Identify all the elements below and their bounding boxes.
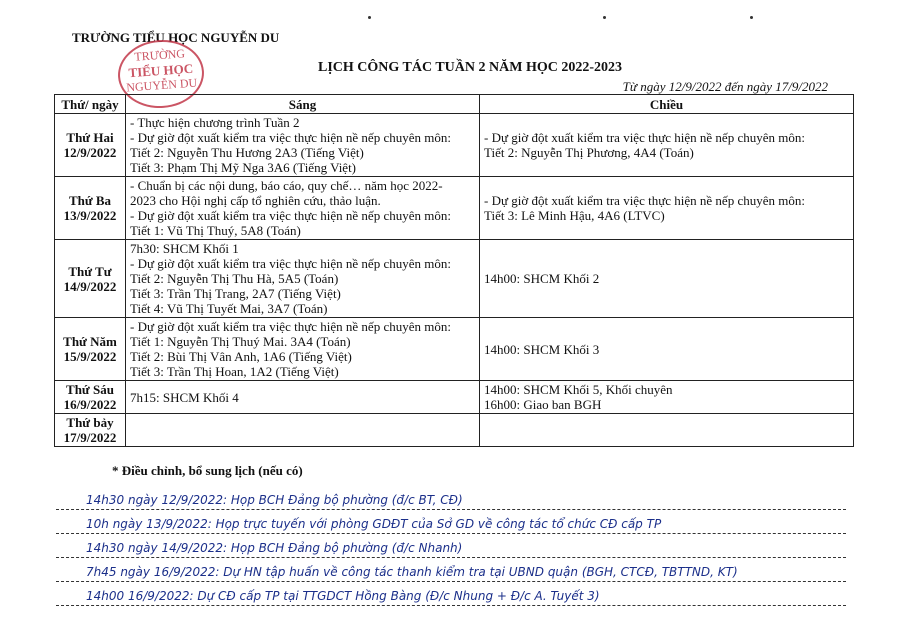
day-date: 16/9/2022 [63,397,117,412]
schedule-line: Tiết 2: Nguyễn Thu Hương 2A3 (Tiếng Việt) [130,145,364,160]
table-row [55,381,854,414]
day-date: 15/9/2022 [63,349,117,364]
schedule-line: Tiết 2: Nguyễn Thị Thu Hà, 5A5 (Toán) [130,271,339,286]
day-date: 13/9/2022 [63,208,117,223]
schedule-line: - Chuẩn bị các nội dung, báo cáo, quy chế… năm học 2022- [130,178,443,193]
schedule-line: Tiết 1: Nguyễn Thị Thuý Mai. 3A4 (Toán) [130,334,351,349]
school-name: TRƯỜNG TIỂU HỌC NGUYỄN DU [72,30,280,45]
morning-cell [126,414,480,447]
schedule-line: - Thực hiện chương trình Tuần 2 [130,115,300,130]
schedule-line: Tiết 3: Lê Minh Hậu, 4A6 (LTVC) [484,208,665,223]
col-header-morning: Sáng [126,95,480,114]
scan-dot [603,16,606,19]
col-header-afternoon: Chiều [480,95,854,114]
schedule-line: - Dự giờ đột xuất kiểm tra việc thực hiện nề nếp chuyên môn: [130,130,451,145]
day-name: Thứ Ba [68,193,112,208]
schedule-line: 7h15: SHCM Khối 4 [130,389,239,405]
handwritten-text: 10h ngày 13/9/2022: Họp trực tuyến với phòng GDĐT của Sở GD về công tác tổ chức CĐ cấp TP [86,517,662,531]
schedule-line: 14h00: SHCM Khối 2 [484,271,600,286]
handwritten-text: 14h00 16/9/2022: Dự CĐ cấp TP tại TTGDCT Hồng Bàng (Đ/c Nhung + Đ/c A. Tuyết 3) [86,589,600,603]
day-cell [55,240,126,318]
handwritten-text: 14h30 ngày 14/9/2022: Họp BCH Đảng bộ phường (đ/c Nhanh) [86,541,463,555]
schedule-line: Tiết 3: Trần Thị Hoan, 1A2 (Tiếng Việt) [130,364,339,379]
handwritten-text: 7h45 ngày 16/9/2022: Dự HN tập huấn về công tác thanh kiểm tra tại UBND quận (BGH, CTCĐ, TBTTND, KT) [86,565,738,579]
schedule-line: - Dự giờ đột xuất kiểm tra việc thực hiện nề nếp chuyên môn: [130,256,451,271]
schedule-line: 7h30: SHCM Khối 1 [130,241,239,256]
afternoon-cell [480,381,854,414]
stamp-line-3: NGUYỄN DU [125,75,198,95]
schedule-line: Tiết 3: Phạm Thị Mỹ Nga 3A6 (Tiếng Việt) [130,160,357,175]
table-row [55,114,854,177]
afternoon-cell [480,114,854,177]
afternoon-cell [480,177,854,240]
day-name: Thứ Sáu [66,382,114,397]
scan-dot [368,16,371,19]
day-cell [55,414,126,447]
scan-dot [750,16,753,19]
table-row [55,414,854,447]
schedule-line: Tiết 1: Vũ Thị Thuý, 5A8 (Toán) [130,223,301,238]
handwritten-line [56,534,846,558]
morning-cell [126,177,480,240]
day-name: Thứ bảy [66,415,114,430]
morning-cell [126,318,480,381]
afternoon-cell [480,318,854,381]
schedule-line: 14h00: SHCM Khối 5, Khối chuyên [484,382,673,397]
day-name: Thứ Năm [63,334,117,349]
table-row [55,177,854,240]
table-row [55,240,854,318]
stamp-line-2: TIỂU HỌC [127,60,194,81]
schedule-line: Tiết 2: Bùi Thị Vân Anh, 1A6 (Tiếng Việt) [130,349,352,364]
date-range: Từ ngày 12/9/2022 đến ngày 17/9/2022 [622,79,828,94]
handwritten-line [56,486,846,510]
handwritten-line [56,510,846,534]
document-title: LỊCH CÔNG TÁC TUẦN 2 NĂM HỌC 2022-2023 [318,60,622,75]
day-cell [55,177,126,240]
day-cell [55,381,126,414]
col-header-day: Thứ/ ngày [55,95,126,114]
schedule-line: Tiết 4: Vũ Thị Tuyết Mai, 3A7 (Toán) [130,301,328,316]
table-header-row [55,95,854,114]
day-date: 14/9/2022 [63,278,117,294]
day-date: 12/9/2022 [63,145,117,160]
afternoon-cell [480,240,854,318]
handwritten-line [56,558,846,582]
adjustments-title: * Điều chỉnh, bổ sung lịch (nếu có) [112,463,303,478]
handwritten-line [56,582,846,606]
morning-cell [126,114,480,177]
morning-cell [126,240,480,318]
day-name: Thứ Tư [68,263,112,279]
handwritten-text: 14h30 ngày 12/9/2022: Họp BCH Đảng bộ phường (đ/c BT, CĐ) [86,493,463,507]
schedule-line: 14h00: SHCM Khối 3 [484,341,600,357]
handwritten-notes [56,486,846,606]
day-cell [55,318,126,381]
schedule-line: Tiết 2: Nguyễn Thị Phương, 4A4 (Toán) [484,145,694,160]
stamp-line-1: TRƯỜNG [133,46,186,64]
day-date: 17/9/2022 [63,430,117,445]
schedule-line: 2023 cho Hội nghị cấp tổ nghiên cứu, thảo luận. [130,193,381,208]
schedule-line: Tiết 3: Trần Thị Trang, 2A7 (Tiếng Việt) [130,286,341,301]
schedule-line: - Dự giờ đột xuất kiểm tra việc thực hiện nề nếp chuyên môn: [484,130,805,145]
schedule-line: 16h00: Giao ban BGH [484,397,602,412]
schedule-line: - Dự giờ đột xuất kiểm tra việc thực hiện nề nếp chuyên môn: [484,193,805,208]
morning-cell [126,381,480,414]
day-cell [55,114,126,177]
schedule-line: - Dự giờ đột xuất kiểm tra việc thực hiện nề nếp chuyên môn: [130,319,451,334]
schedule-table [54,94,854,447]
day-name: Thứ Hai [66,130,114,145]
table-row [55,318,854,381]
afternoon-cell [480,414,854,447]
schedule-line: - Dự giờ đột xuất kiểm tra việc thực hiện nề nếp chuyên môn: [130,208,451,223]
